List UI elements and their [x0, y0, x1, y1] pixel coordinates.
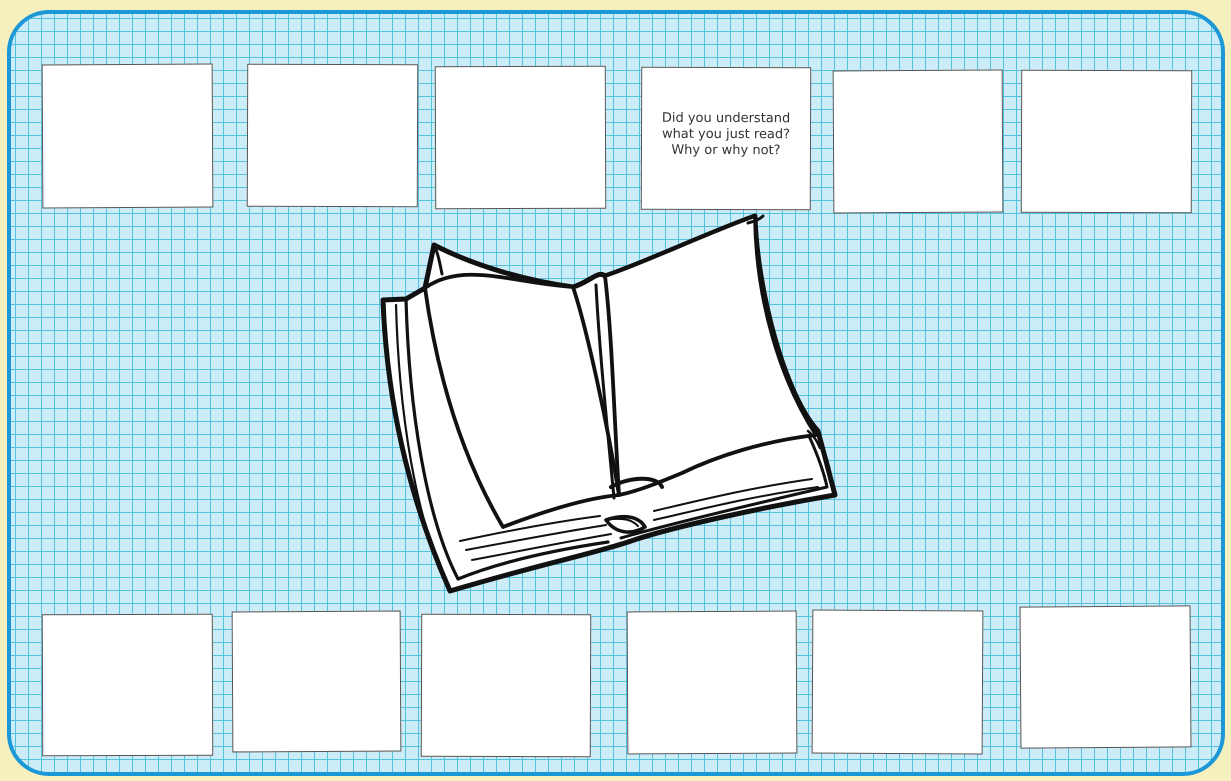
blank-card-top-2[interactable] — [247, 64, 418, 208]
prompt-text — [662, 110, 791, 158]
worksheet-board — [7, 10, 1225, 776]
blank-card-top-3[interactable] — [435, 66, 606, 210]
prompt-line-1: Did you understand — [661, 110, 791, 126]
blank-card-top-6[interactable] — [1021, 70, 1192, 214]
prompt-line-2: what you just read? — [661, 126, 791, 142]
blank-card-top-5[interactable] — [833, 70, 1004, 214]
blank-card-bottom-3[interactable] — [421, 614, 591, 758]
blank-card-bottom-1[interactable] — [42, 614, 213, 757]
blank-card-bottom-2[interactable] — [232, 611, 402, 753]
prompt-card — [641, 67, 811, 211]
blank-card-top-1[interactable] — [42, 64, 214, 209]
blank-card-bottom-5[interactable] — [812, 610, 984, 755]
blank-card-bottom-4[interactable] — [627, 611, 798, 755]
blank-card-bottom-6[interactable] — [1020, 605, 1192, 748]
prompt-line-3: Why or why not? — [671, 142, 781, 158]
